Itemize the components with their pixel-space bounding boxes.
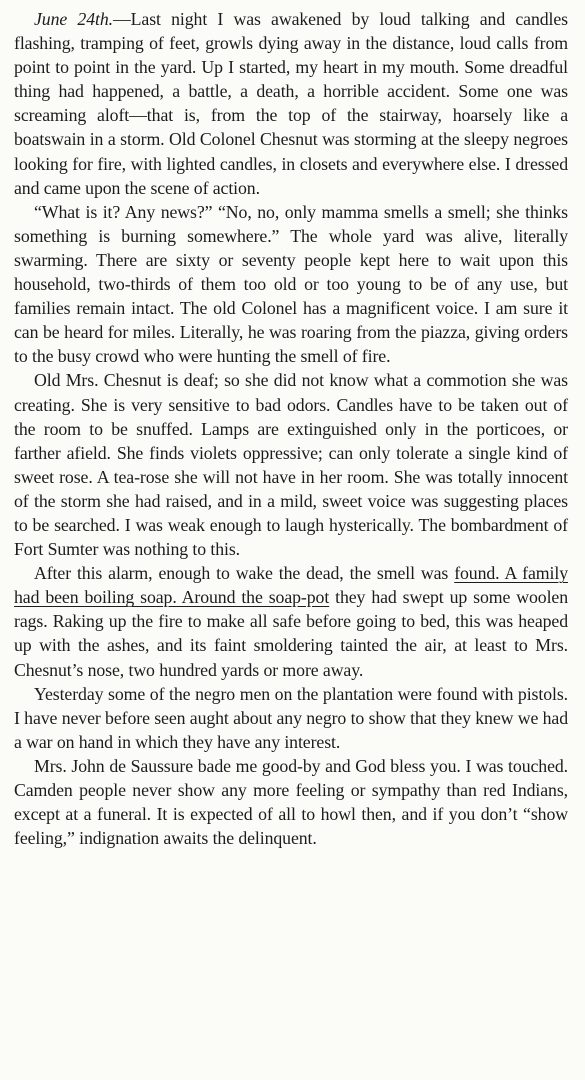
paragraph-2: “What is it? Any news?” “No, no, only mamma smells a smell; she thinks something is burning somewhere.” The whole yard was alive, literally swarming. There are sixty or seventy people kept here to wait upon this household, two-thirds of them too old or too young to be of any use, but families remain intact. The old Colonel has a magnificent voice. I am sure it can be heard for miles. Literally, he was roaring from the piazza, giving orders to the busy crowd who were hunting the smell of fire.: [14, 201, 568, 367]
paragraph-3: Old Mrs. Chesnut is deaf; so she did not know what a commotion she was creating. She is very sensitive to bad odors. Candles have to be taken out of the room to be snuffed. Lamps are extinguished only in the porticoes, or farther afield. She finds violets oppressive; can only tolerate a single kind of sweet rose. A tea-rose she will not have in her room. She was totally innocent of the storm she had raised, and in a mild, sweet voice was suggesting places to be searched. I was weak enough to laugh hysterically. The bombardment of Fort Sumter was nothing to this.: [14, 370, 568, 560]
paragraph-4-underlined-text: found. A family had been boiling soap. Around the soap-pot: [14, 563, 568, 608]
paragraph-5: Yesterday some of the negro men on the plantation were found with pistols. I have never before seen aught about any negro to show that they knew we had a war on hand in which they have any interest.: [14, 683, 568, 752]
diary-text: [14, 7, 568, 850]
paragraph-4-start: After this alarm, enough to wake the dead, the smell was: [34, 563, 455, 584]
paragraph-4: [14, 561, 568, 681]
paragraph-1-text: —Last night I was awakened by loud talking and candles flashing, tramping of feet, growls dying away in the distance, loud calls from point to point in the yard. Up I started, my heart in my mouth. Some dreadful thing had happened, a battle, a death, a horrible accident. Some one was screaming aloft—that is, from the top of the stairway, hoarsely like a boatswain in a storm. Old Colonel Chesnut was storming at the sleepy negroes looking for fire, with lighted candles, in closets and everywhere else. I dressed and came upon the scene of action.: [14, 9, 568, 198]
paragraph-4-end: they had swept up some woolen rags. Raking up the fire to make all safe before going to bed, this was heaped up with the ashes, and its faint smoldering tainted the air, at least to Mrs. Chesnut’s nose, two hundred yards or more away.: [14, 587, 569, 680]
paragraph-june-24: [14, 7, 568, 200]
paragraph-6: Mrs. John de Saussure bade me good-by and God bless you. I was touched. Camden people never show any more feeling or sympathy than red Indians, except at a funeral. It is expected of all to howl then, and if you don’t “show feeling,” indignation awaits the delinquent.: [14, 755, 568, 849]
entry-date: June 24th.: [34, 9, 113, 29]
